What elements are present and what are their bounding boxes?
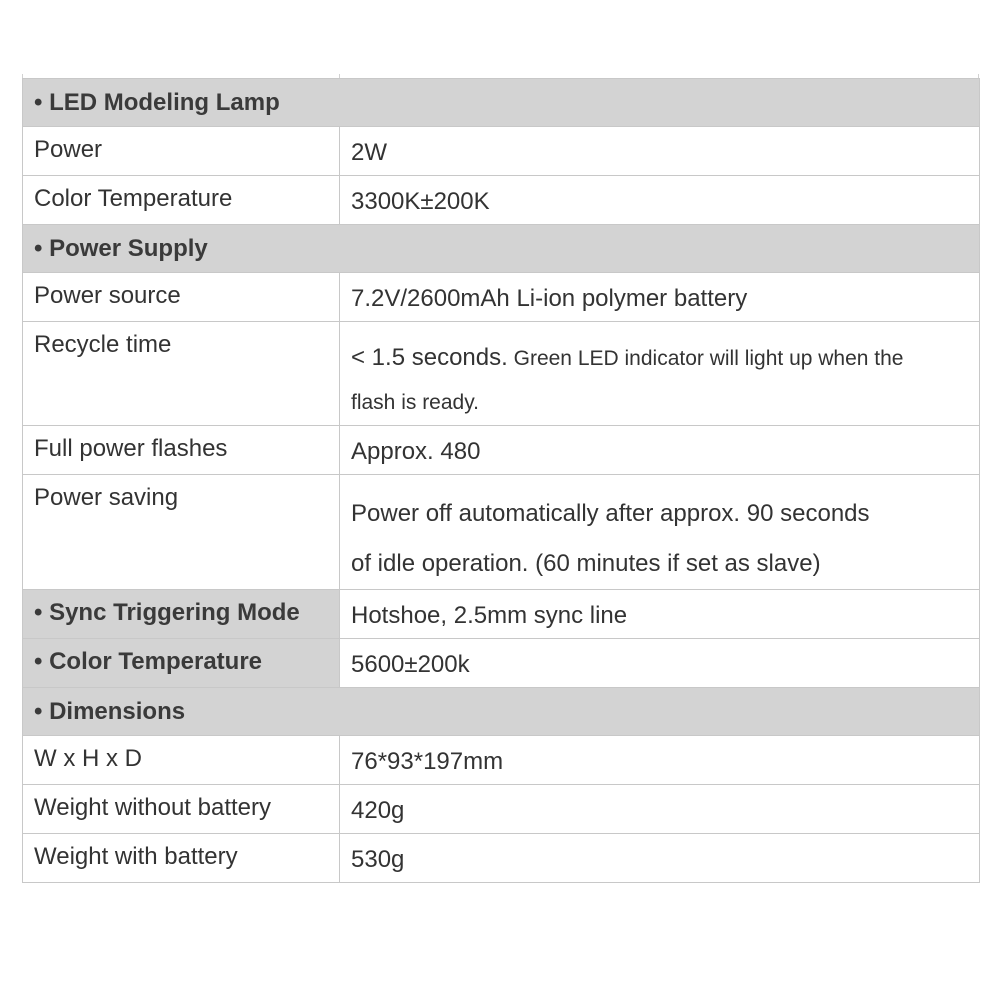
- spec-key: Color Temperature: [23, 176, 340, 225]
- spec-value: 3300K±200K: [340, 176, 980, 225]
- section-title: • Sync Triggering Mode: [23, 590, 340, 639]
- spec-key: Recycle time: [23, 322, 340, 426]
- spec-key: Power saving: [23, 475, 340, 590]
- section-header-led-modeling-lamp: [23, 79, 980, 127]
- spec-value: [340, 475, 980, 590]
- table-row: [23, 127, 980, 176]
- spec-key: Full power flashes: [23, 426, 340, 475]
- spec-value: 530g: [340, 834, 980, 883]
- spec-value: [340, 322, 980, 426]
- table-row: [23, 322, 980, 426]
- recycle-time-main: < 1.5 seconds.: [351, 344, 508, 371]
- table-row: [23, 475, 980, 590]
- spec-value: 420g: [340, 785, 980, 834]
- spec-key: Power: [23, 127, 340, 176]
- section-title: • Color Temperature: [23, 639, 340, 688]
- power-saving-line2: of idle operation. (60 minutes if set as slave): [351, 550, 821, 577]
- table-row-color-temperature: [23, 639, 980, 688]
- spec-key: Weight without battery: [23, 785, 340, 834]
- spec-value: Hotshoe, 2.5mm sync line: [340, 590, 980, 639]
- spec-key: Weight with battery: [23, 834, 340, 883]
- spec-table: [22, 78, 980, 883]
- table-row: [23, 785, 980, 834]
- spec-key: W x H x D: [23, 736, 340, 785]
- section-title: • Power Supply: [23, 225, 980, 273]
- recycle-time-note: Green LED indicator will light up when the: [507, 347, 904, 370]
- spec-value: 7.2V/2600mAh Li-ion polymer battery: [340, 273, 980, 322]
- spec-value: Approx. 480: [340, 426, 980, 475]
- spec-value: 5600±200k: [340, 639, 980, 688]
- spec-value: 76*93*197mm: [340, 736, 980, 785]
- table-row-sync-triggering-mode: [23, 590, 980, 639]
- table-row: [23, 176, 980, 225]
- section-header-power-supply: [23, 225, 980, 273]
- table-row: [23, 834, 980, 883]
- table-row: [23, 736, 980, 785]
- spec-value: 2W: [340, 127, 980, 176]
- spec-key: Power source: [23, 273, 340, 322]
- recycle-time-note-cont: flash is ready.: [351, 391, 479, 414]
- power-saving-line1: Power off automatically after approx. 90 seconds: [351, 500, 870, 527]
- table-row: [23, 426, 980, 475]
- section-header-dimensions: [23, 688, 980, 736]
- section-title: • LED Modeling Lamp: [23, 79, 980, 127]
- section-title: • Dimensions: [23, 688, 980, 736]
- table-row: [23, 273, 980, 322]
